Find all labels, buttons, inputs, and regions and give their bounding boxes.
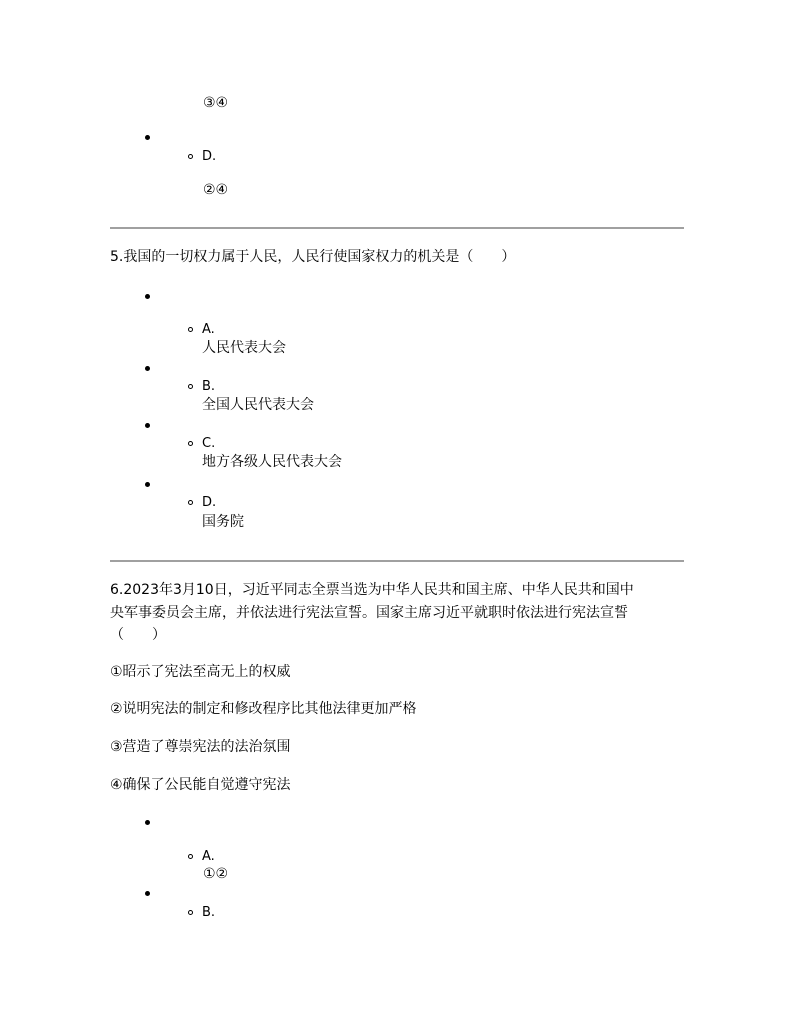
statement-1: ①昭示了宪法至高无上的权威	[110, 664, 291, 680]
q5-option-d-text: 国务院	[202, 514, 244, 530]
statement-2: ②说明宪法的制定和修改程序比其他法律更加严格	[110, 701, 417, 717]
list-bullet	[145, 135, 150, 140]
question-6-line-2: 央军事委员会主席，并依法进行宪法宣誓。国家主席习近平就职时依法进行宪法宣誓	[110, 605, 628, 621]
option-circle	[188, 854, 193, 859]
statement-3: ③营造了尊崇宪法的法治氛围	[110, 739, 291, 755]
option-d-label: D.	[202, 149, 217, 164]
q6-option-b-label: B.	[202, 905, 216, 920]
question-6-line-1: 6.2023年3月10日，习近平同志全票当选为中华人民共和国主席、中华人民共和国中	[110, 582, 634, 598]
option-circle	[188, 154, 193, 159]
list-bullet	[145, 294, 150, 299]
list-bullet	[145, 366, 150, 371]
list-bullet	[145, 423, 150, 428]
q5-option-b-label: B.	[202, 379, 216, 394]
question-5-text: 5.我国的一切权力属于人民，人民行使国家权力的机关是（ ）	[110, 249, 516, 265]
q5-option-a-label: A.	[202, 322, 215, 337]
q6-option-a-label: A.	[202, 849, 215, 864]
option-circle	[188, 327, 193, 332]
section-divider	[110, 227, 684, 229]
q5-option-b-text: 全国人民代表大会	[202, 397, 314, 413]
q5-option-c-text: 地方各级人民代表大会	[202, 454, 342, 470]
list-bullet	[145, 820, 150, 825]
option-circle	[188, 384, 193, 389]
option-circle	[188, 910, 193, 915]
q5-option-a-text: 人民代表大会	[202, 340, 286, 356]
statement-4: ④确保了公民能自觉遵守宪法	[110, 777, 291, 793]
q5-option-c-label: C.	[202, 436, 216, 451]
list-bullet	[145, 482, 150, 487]
option-c-answer: ③④	[203, 95, 229, 111]
option-circle	[188, 500, 193, 505]
question-6-line-3: （ ）	[110, 627, 166, 643]
option-d-answer: ②④	[203, 182, 229, 198]
section-divider	[110, 560, 684, 562]
q6-option-a-text: ①②	[203, 866, 229, 882]
list-bullet	[145, 891, 150, 896]
q5-option-d-label: D.	[202, 495, 217, 510]
option-circle	[188, 441, 193, 446]
